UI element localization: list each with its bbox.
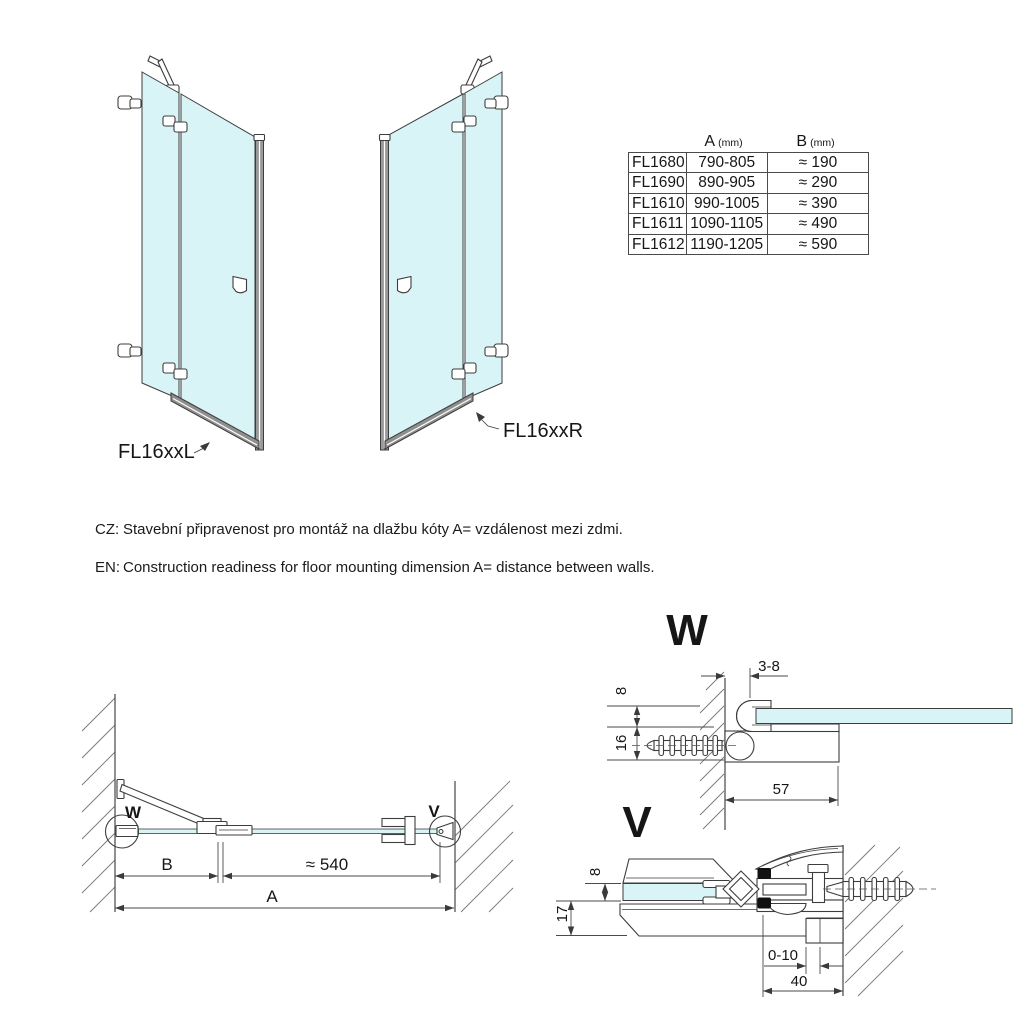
plan-view-drawing	[70, 688, 522, 918]
gasket-bottom	[758, 898, 772, 909]
wall-bracket-top	[118, 96, 141, 109]
callout-arrow-icon	[476, 412, 485, 422]
model-cell: FL1610	[629, 194, 687, 213]
model-cell: FL1690	[629, 173, 687, 192]
dim-b-label: B	[161, 855, 173, 874]
dim-a-cell: 990-1005	[687, 194, 768, 213]
dim-width-label: 40	[790, 973, 808, 990]
wall-mount-w	[116, 826, 138, 837]
right-door-drawing	[355, 40, 595, 460]
glass-door-plan	[118, 829, 440, 834]
dim-glass-8	[585, 868, 621, 901]
col-header-a: A (mm)	[704, 133, 743, 150]
dim-glass-8	[607, 687, 714, 727]
dim-a-cell: 1090-1105	[687, 214, 768, 233]
note-cz	[95, 521, 623, 538]
dim-a-label: A	[266, 887, 278, 906]
plan-label-v: V	[428, 802, 440, 821]
door-handle	[398, 277, 412, 293]
dim-anchor-label: 16	[613, 734, 630, 752]
side-profile	[254, 135, 265, 451]
table-row	[629, 153, 868, 172]
note-cz-text: Stavební připravenost pro montáž na dlažbu kóty A= vzdálenost mezi zdmi.	[123, 521, 623, 538]
table-row	[629, 234, 868, 254]
dim-gap-label: 0-10	[767, 947, 799, 964]
left-wall-hatching	[82, 698, 115, 912]
wall-anchor-screw	[632, 736, 737, 756]
dim-door-label: ≈ 540	[305, 855, 349, 874]
sill-foot-block	[806, 919, 843, 944]
model-cell: FL1680	[629, 153, 687, 172]
dim-width-label: 57	[772, 781, 790, 798]
table-row	[629, 213, 868, 233]
wall-hatching	[845, 845, 903, 996]
dim-b-cell: ≈ 490	[798, 215, 838, 233]
dim-a-cell: 1190-1205	[687, 235, 768, 254]
detail-v-title: V	[622, 798, 652, 847]
dim-door-540	[223, 842, 440, 883]
dim-gap-3-8	[701, 658, 788, 698]
dim-gap-0-10	[764, 947, 843, 974]
table-row	[629, 193, 868, 213]
side-profile	[380, 135, 391, 451]
left-door-callout	[118, 441, 210, 463]
detail-v-drawing	[550, 785, 1024, 1020]
door-stile-section	[623, 859, 736, 883]
left-door-label: FL16xxL	[118, 441, 195, 463]
glass-section	[756, 709, 1012, 724]
adjust-bolt-head	[808, 865, 828, 873]
detail-w-title: W	[666, 606, 708, 655]
gasket-top	[758, 868, 772, 879]
door-glass-panel	[181, 94, 255, 442]
dim-height-17	[554, 901, 627, 936]
adjust-bolt-shaft	[813, 873, 825, 903]
dim-height-label: 17	[554, 905, 571, 923]
left-door-drawing	[100, 40, 300, 470]
size-table	[628, 133, 869, 255]
dim-b	[115, 842, 218, 883]
dim-b-cell: ≈ 590	[798, 235, 838, 253]
right-wall-hatching	[455, 781, 513, 912]
size-table-grid	[628, 152, 869, 255]
table-row	[629, 172, 868, 192]
col-header-b: B (mm)	[796, 133, 835, 150]
note-en-label: EN:	[95, 559, 121, 576]
dim-glass-label: 8	[587, 867, 604, 877]
dim-b-cell: ≈ 290	[798, 174, 838, 192]
dim-a-cell: 790-805	[687, 153, 768, 172]
note-en-text: Construction readiness for floor mounting dimension A= distance between walls.	[123, 559, 655, 576]
size-table-header	[628, 133, 869, 152]
plan-label-w: W	[124, 803, 142, 822]
model-cell: FL1611	[629, 214, 687, 233]
hinge-barrel	[726, 732, 754, 760]
door-handle	[233, 277, 247, 293]
wall-bracket-bottom	[118, 344, 141, 357]
dim-a-cell: 890-905	[687, 173, 768, 192]
door-glass-panel	[385, 94, 463, 442]
dim-glass-label: 8	[613, 686, 630, 696]
dim-b-cell: ≈ 190	[798, 154, 838, 171]
dim-b-cell: ≈ 390	[798, 194, 838, 212]
right-door-callout	[476, 412, 583, 442]
note-en	[95, 559, 655, 576]
dim-gap-label: 3-8	[758, 658, 780, 675]
hinge-plan	[216, 826, 252, 836]
note-cz-label: CZ:	[95, 521, 120, 538]
model-cell: FL1612	[629, 235, 687, 254]
right-door-label: FL16xxR	[503, 420, 584, 442]
dim-a	[115, 887, 454, 911]
